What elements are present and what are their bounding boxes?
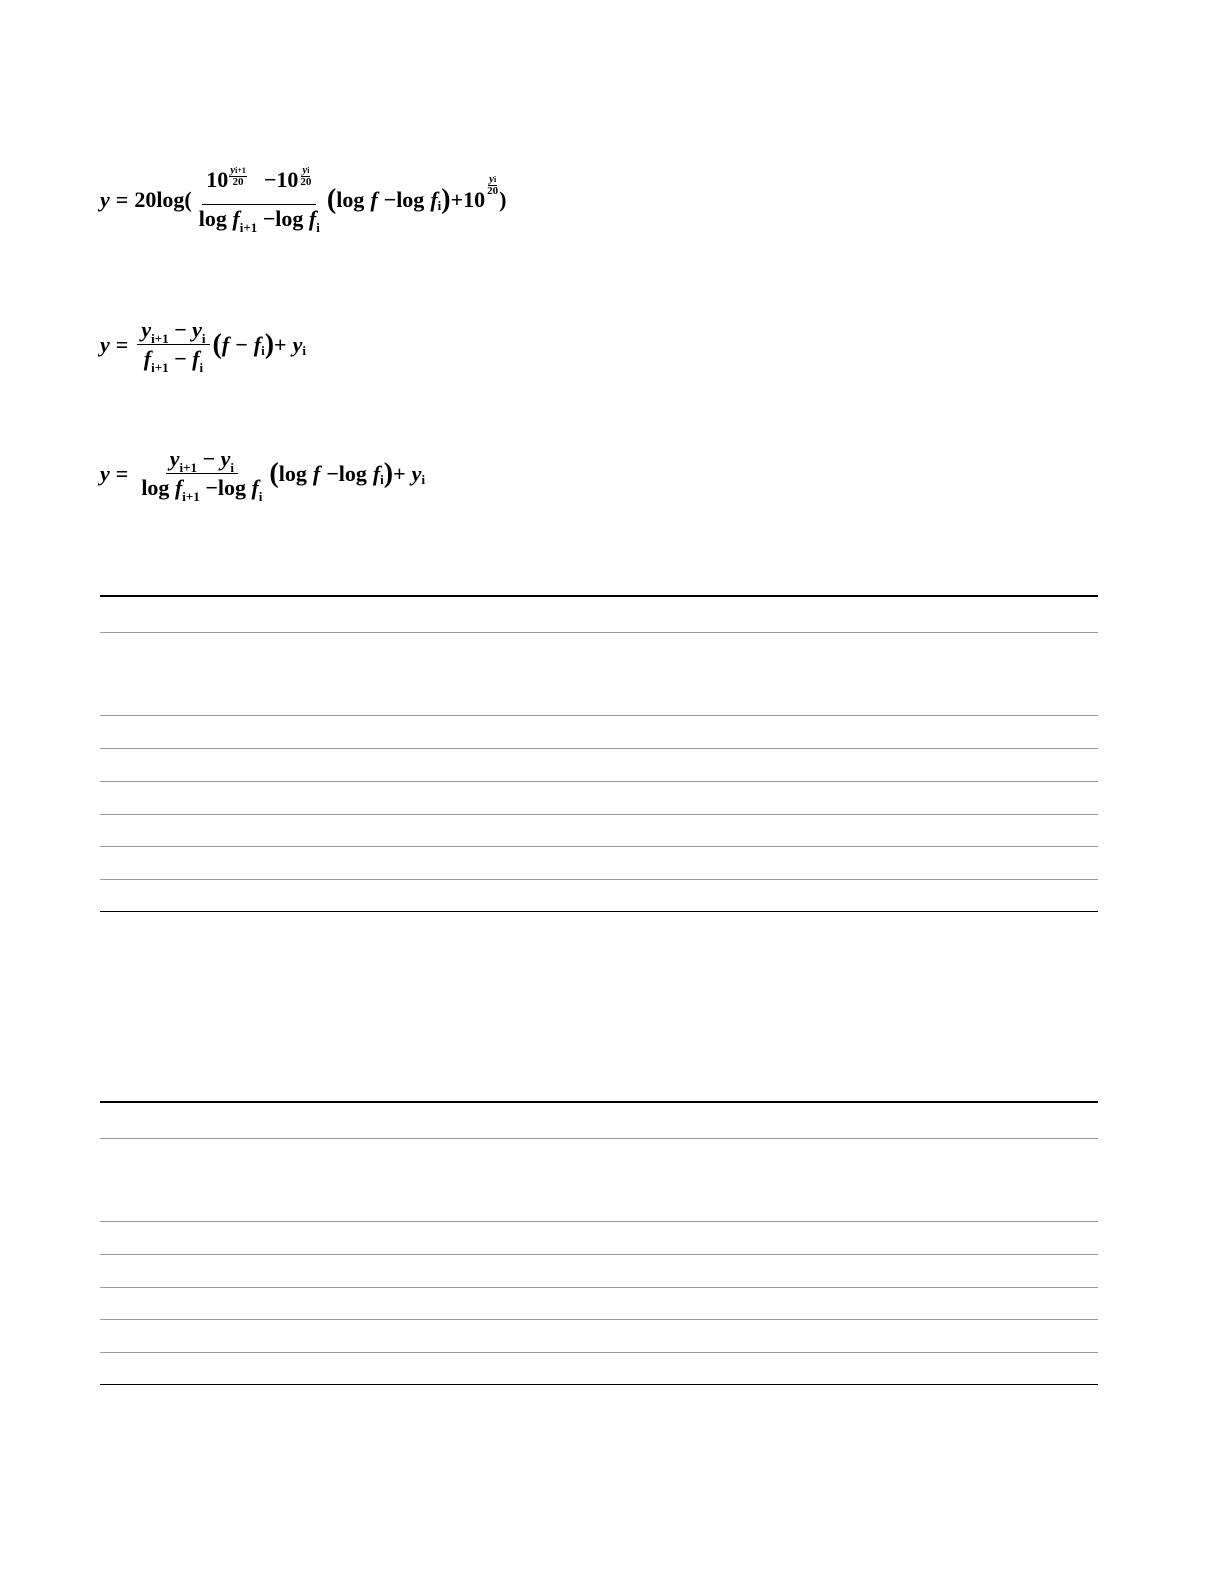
table-1-row-rule bbox=[100, 748, 1098, 749]
eq2-lhs: y bbox=[100, 331, 110, 357]
eq1-den-f1-sub: i+1 bbox=[239, 220, 258, 235]
eq3-minus-log: −log bbox=[326, 460, 367, 486]
table-1-header-rule bbox=[100, 632, 1098, 633]
eq3-num-y2-sub: i bbox=[230, 460, 234, 475]
eq1-f-b-sub: i bbox=[437, 197, 442, 213]
eq2-num-y2: y bbox=[192, 317, 202, 342]
eq2-den-minus: − bbox=[174, 346, 187, 372]
eq2-paren-open: ( bbox=[212, 328, 222, 360]
eq3-yi: y bbox=[411, 460, 422, 486]
table-1-row-rule bbox=[100, 846, 1098, 847]
eq3-num-minus: − bbox=[202, 446, 216, 471]
eq1-den-f1: f bbox=[232, 206, 240, 231]
eq2-minus: − bbox=[235, 331, 248, 357]
eq1-numerator bbox=[202, 164, 316, 205]
table-2-row-rule bbox=[100, 1319, 1098, 1320]
eq1-paren-close: ) bbox=[441, 183, 451, 215]
eq1-den-log2: log bbox=[275, 206, 304, 231]
table-1-row-rule bbox=[100, 814, 1098, 815]
eq3-fraction bbox=[137, 446, 266, 505]
equation-log-magnitude-interpolation bbox=[100, 164, 507, 235]
eq1-function: 20log( bbox=[134, 186, 192, 212]
table-2-row-rule bbox=[100, 1287, 1098, 1288]
eq1-equals: = bbox=[115, 186, 129, 212]
eq1-tail-exp-sub: i bbox=[493, 175, 497, 185]
eq3-f-a: f bbox=[312, 460, 321, 486]
table-2-row-rule bbox=[100, 1254, 1098, 1255]
eq1-exponent-b bbox=[299, 165, 312, 188]
eq3-den-log1: log bbox=[141, 475, 170, 501]
eq1-paren-open: ( bbox=[326, 183, 337, 215]
eq1-f-b: f bbox=[430, 186, 438, 212]
eq1-den-f2: f bbox=[308, 206, 317, 231]
table-2-header-rule bbox=[100, 1138, 1098, 1139]
eq3-numerator bbox=[166, 447, 238, 474]
eq2-fraction bbox=[137, 317, 209, 376]
eq1-exp-a-sub: i+1 bbox=[235, 166, 246, 175]
equation-log-frequency-interpolation bbox=[100, 446, 426, 505]
eq3-f-b: f bbox=[372, 460, 381, 486]
eq3-paren-open: ( bbox=[269, 457, 279, 489]
eq3-yi-sub: i bbox=[421, 471, 426, 487]
eq1-tail-exponent bbox=[486, 174, 499, 197]
eq3-den-f2: f bbox=[251, 475, 259, 501]
eq3-log-a: log bbox=[278, 460, 307, 486]
eq1-num-base-a: 10 bbox=[206, 167, 229, 192]
eq2-num-minus: − bbox=[174, 317, 187, 342]
eq3-paren-close: ) bbox=[383, 457, 394, 489]
eq1-tail-exp-den: 20 bbox=[487, 185, 499, 198]
eq2-fi-sub: i bbox=[261, 342, 265, 358]
eq2-denominator bbox=[140, 345, 207, 376]
eq1-exp-b-y: y bbox=[302, 164, 308, 176]
eq2-den-f2: f bbox=[192, 346, 200, 372]
eq1-close-fn: ) bbox=[499, 186, 507, 212]
eq1-den-log1: log bbox=[198, 206, 227, 231]
table-2-row-rule bbox=[100, 1352, 1098, 1353]
eq3-num-y2: y bbox=[220, 446, 231, 471]
eq1-f-a: f bbox=[370, 186, 378, 212]
eq3-lhs: y bbox=[100, 460, 110, 486]
eq2-den-f1-sub: i+1 bbox=[151, 360, 169, 376]
eq2-den-f1: f bbox=[143, 346, 152, 372]
eq2-num-y1: y bbox=[141, 317, 152, 342]
eq1-exp-b-sub: i bbox=[307, 166, 310, 175]
eq3-f-b-sub: i bbox=[380, 471, 384, 487]
eq1-log-a: log bbox=[336, 186, 365, 212]
eq2-num-y1-sub: i+1 bbox=[151, 331, 169, 346]
eq3-den-f2-sub: i bbox=[258, 489, 263, 505]
eq2-fi: f bbox=[253, 331, 262, 357]
table-2-bottom-rule bbox=[100, 1384, 1098, 1385]
eq3-num-y1-sub: i+1 bbox=[179, 460, 198, 475]
eq2-yi-sub: i bbox=[302, 342, 306, 358]
eq2-yi: y bbox=[292, 331, 303, 357]
eq3-num-y1: y bbox=[169, 446, 180, 471]
eq3-den-f1: f bbox=[174, 475, 183, 501]
table-2 bbox=[100, 1101, 1098, 1391]
eq3-den-minus: −log bbox=[205, 475, 246, 501]
table-1 bbox=[100, 595, 1098, 915]
eq1-den-f2-sub: i bbox=[316, 220, 320, 235]
table-1-row-rule bbox=[100, 715, 1098, 716]
table-1-row-rule bbox=[100, 879, 1098, 880]
table-1-top-rule bbox=[100, 595, 1098, 597]
eq1-exp-a-den: 20 bbox=[232, 176, 244, 188]
eq3-equals: = bbox=[115, 460, 129, 486]
eq2-num-y2-sub: i bbox=[201, 331, 206, 346]
eq3-plus: + bbox=[393, 460, 406, 486]
table-2-top-rule bbox=[100, 1101, 1098, 1103]
eq1-tail-exp-y: y bbox=[489, 173, 494, 186]
eq1-num-minus: −10 bbox=[263, 167, 299, 192]
eq2-equals: = bbox=[115, 331, 129, 357]
eq2-paren-close: ) bbox=[264, 328, 275, 360]
eq1-tail-base: 10 bbox=[463, 186, 486, 212]
equation-linear-interpolation bbox=[100, 317, 306, 376]
eq1-plus: + bbox=[450, 186, 464, 212]
eq1-exp-a-y: y bbox=[230, 164, 236, 176]
eq1-minus-log: −log bbox=[383, 186, 425, 212]
eq3-den-f1-sub: i+1 bbox=[182, 489, 200, 505]
eq1-lhs: y bbox=[100, 186, 110, 212]
eq1-denominator bbox=[195, 205, 324, 235]
eq2-f: f bbox=[221, 331, 230, 357]
eq1-fraction bbox=[195, 164, 324, 235]
eq2-den-f2-sub: i bbox=[199, 360, 204, 376]
eq1-exp-b-den: 20 bbox=[300, 176, 312, 188]
eq2-numerator bbox=[137, 318, 209, 345]
eq1-den-minus: − bbox=[262, 206, 276, 231]
table-1-row-rule bbox=[100, 781, 1098, 782]
table-2-row-rule bbox=[100, 1221, 1098, 1222]
eq1-exponent-a bbox=[229, 165, 247, 188]
eq3-denominator bbox=[137, 474, 266, 505]
table-1-bottom-rule bbox=[100, 911, 1098, 912]
eq2-plus: + bbox=[274, 331, 287, 357]
